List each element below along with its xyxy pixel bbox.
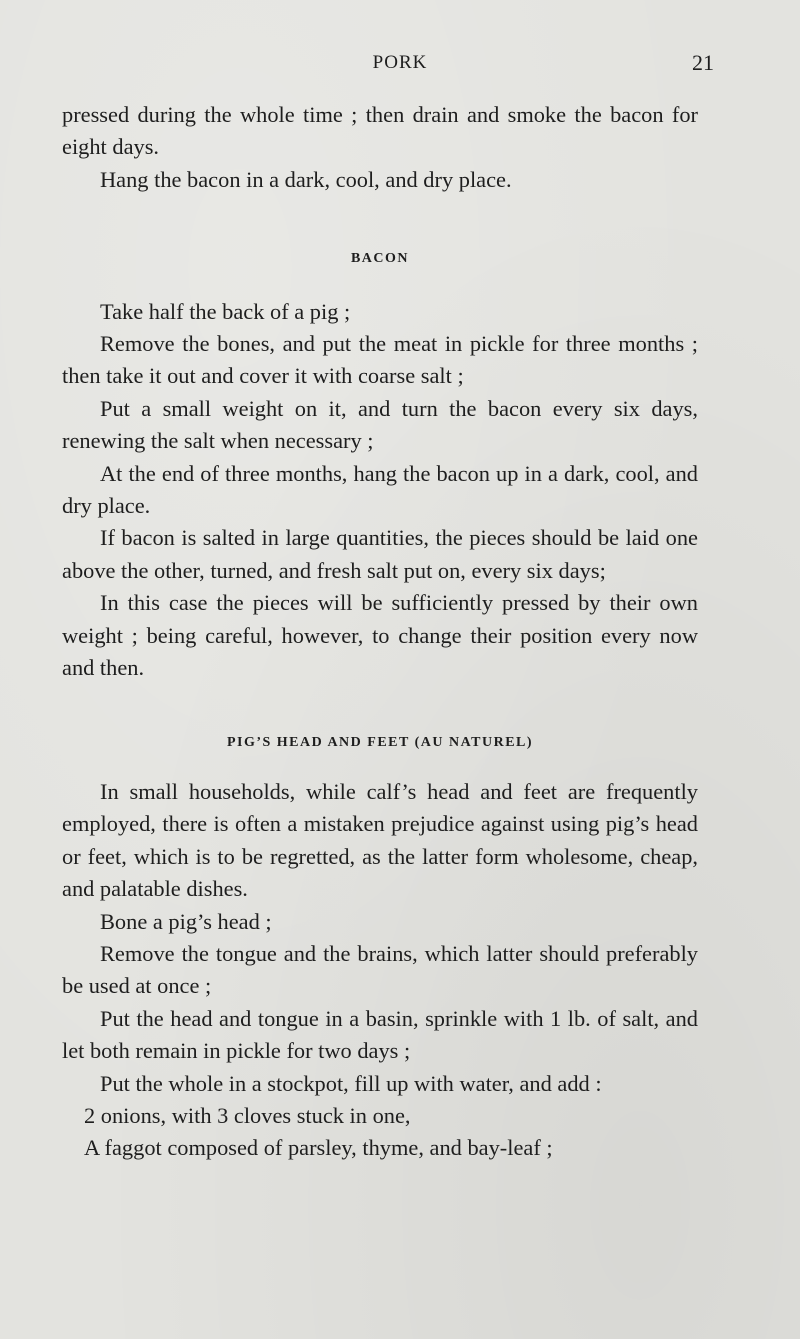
paragraph: In small households, while calf’s head and feet are frequently employed, there is often a mistaken prejudice against using pig’s head or feet, which is to be regretted, as the latter form wholesome, cheap, and palatable dishes. [62, 778, 698, 902]
paragraph: Hang the bacon in a dark, cool, and dry place. [100, 166, 512, 192]
running-head [0, 50, 800, 80]
ingredient-item: 2 onions, with 3 cloves stuck in one, [84, 1102, 411, 1128]
section-heading-bacon: BACON [350, 251, 410, 267]
paragraph: Remove the bones, and put the meat in pickle for three months ; then take it out and cover it with coarse salt ; [62, 331, 698, 389]
page-body [62, 99, 698, 1165]
paragraph: Remove the tongue and the brains, which latter should preferably be used at once ; [62, 940, 698, 999]
continued-paragraph: pressed during the whole time ; then drain and smoke the bacon for eight days. [62, 102, 698, 160]
page-number: 21 [692, 50, 714, 75]
running-title: PORK [372, 52, 428, 73]
paragraph: Put the head and tongue in a basin, sprinkle with 1 lb. of salt, and let both remain in pickle for two days ; [62, 1005, 698, 1064]
paragraph: In this case the pieces will be sufficiently pressed by their own weight ; being careful, however, to change their position every now and then. [62, 590, 698, 681]
paragraph: If bacon is salted in large quantities, the pieces should be laid one above the other, turned, and fresh salt put on, every six days; [62, 525, 698, 583]
paragraph: At the end of three months, hang the bacon up in a dark, cool, and dry place. [62, 460, 698, 519]
ingredient-item: A faggot composed of parsley, thyme, and bay-leaf ; [84, 1135, 553, 1161]
paragraph: Bone a pig’s head ; [100, 908, 272, 934]
paragraph: Take half the back of a pig ; [100, 298, 351, 324]
paragraph: Put a small weight on it, and turn the bacon every six days, renewing the salt when necessary ; [62, 395, 698, 454]
paragraph: Put the whole in a stockpot, fill up with water, and add : [100, 1070, 602, 1096]
section-heading-pigs-head: PIG’S HEAD AND FEET (AU NATUREL) [226, 734, 534, 750]
